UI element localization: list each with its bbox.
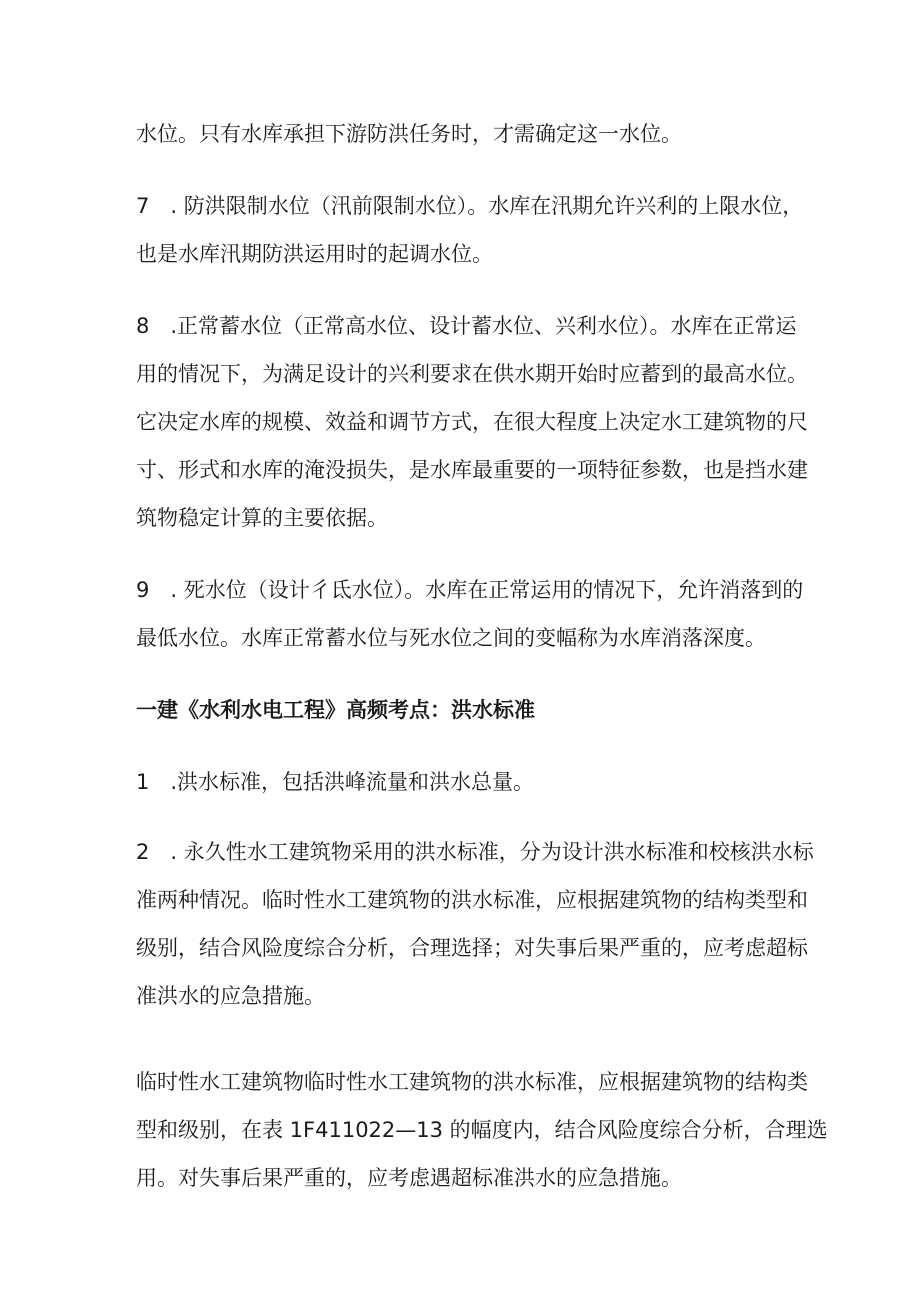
text-line: 用的情况下，为满足设计的兴利要求在供水期开始时应蓄到的最高水位。 xyxy=(136,362,808,386)
text-line: 用。对失事后果严重的，应考虑遇超标准洪水的应急措施。 xyxy=(136,1166,682,1190)
text-line: 临时性水工建筑物临时性水工建筑物的洪水标准，应根据建筑物的结构类 xyxy=(136,1070,808,1094)
paragraph-item-9-dead-water-level xyxy=(136,566,804,662)
text-line: 7 . 防洪限制水位（汛前限制水位）。水库在汛期允许兴利的上限水位， xyxy=(136,194,804,218)
text-line: 也是水库汛期防洪运用时的起调水位。 xyxy=(136,242,493,266)
paragraph-item-1-flood-standard xyxy=(136,758,786,806)
text-line: 水位。只有水库承担下游防洪任务时，才需确定这一水位。 xyxy=(136,122,682,146)
text-line: 最低水位。水库正常蓄水位与死水位之间的变幅称为水库消落深度。 xyxy=(136,626,766,650)
text-line: 型和级别，在表 1F411022—13 的幅度内，结合风险度综合分析，合理选 xyxy=(136,1118,828,1142)
text-line: 它决定水库的规模、效益和调节方式，在很大程度上决定水工建筑物的尺 xyxy=(136,410,808,434)
text-line: 1 .洪水标准，包括洪峰流量和洪水总量。 xyxy=(136,770,535,794)
text-line: 2 . 永久性水工建筑物采用的洪水标准，分为设计洪水标准和校核洪水标 xyxy=(136,840,814,864)
heading-text: 一建《水利水电工程》高频考点：洪水标准 xyxy=(136,698,535,722)
paragraph-temporary-structures xyxy=(136,1058,828,1202)
paragraph-item-8-normal-storage-level xyxy=(136,302,808,542)
section-heading-flood-standard xyxy=(136,686,786,734)
paragraph-reservoir-flood-level xyxy=(136,110,786,158)
text-line: 级别，结合风险度综合分析，合理选择；对失事后果严重的，应考虑超标 xyxy=(136,936,808,960)
paragraph-item-2-permanent-structures xyxy=(136,828,814,1020)
text-line: 寸、形式和水库的淹没损失，是水库最重要的一项特征参数，也是挡水建 xyxy=(136,458,808,482)
paragraph-item-7-flood-limit-level xyxy=(136,182,804,278)
text-line: 准两种情况。临时性水工建筑物的洪水标准，应根据建筑物的结构类型和 xyxy=(136,888,808,912)
text-line: 准洪水的应急措施。 xyxy=(136,984,325,1008)
text-line: 8 .正常蓄水位（正常高水位、设计蓄水位、兴利水位）。水库在正常运 xyxy=(136,314,797,338)
text-line: 筑物稳定计算的主要依据。 xyxy=(136,506,388,530)
text-line: 9 . 死水位（设计彳氐水位）。水库在正常运用的情况下，允许消落到的 xyxy=(136,578,804,602)
